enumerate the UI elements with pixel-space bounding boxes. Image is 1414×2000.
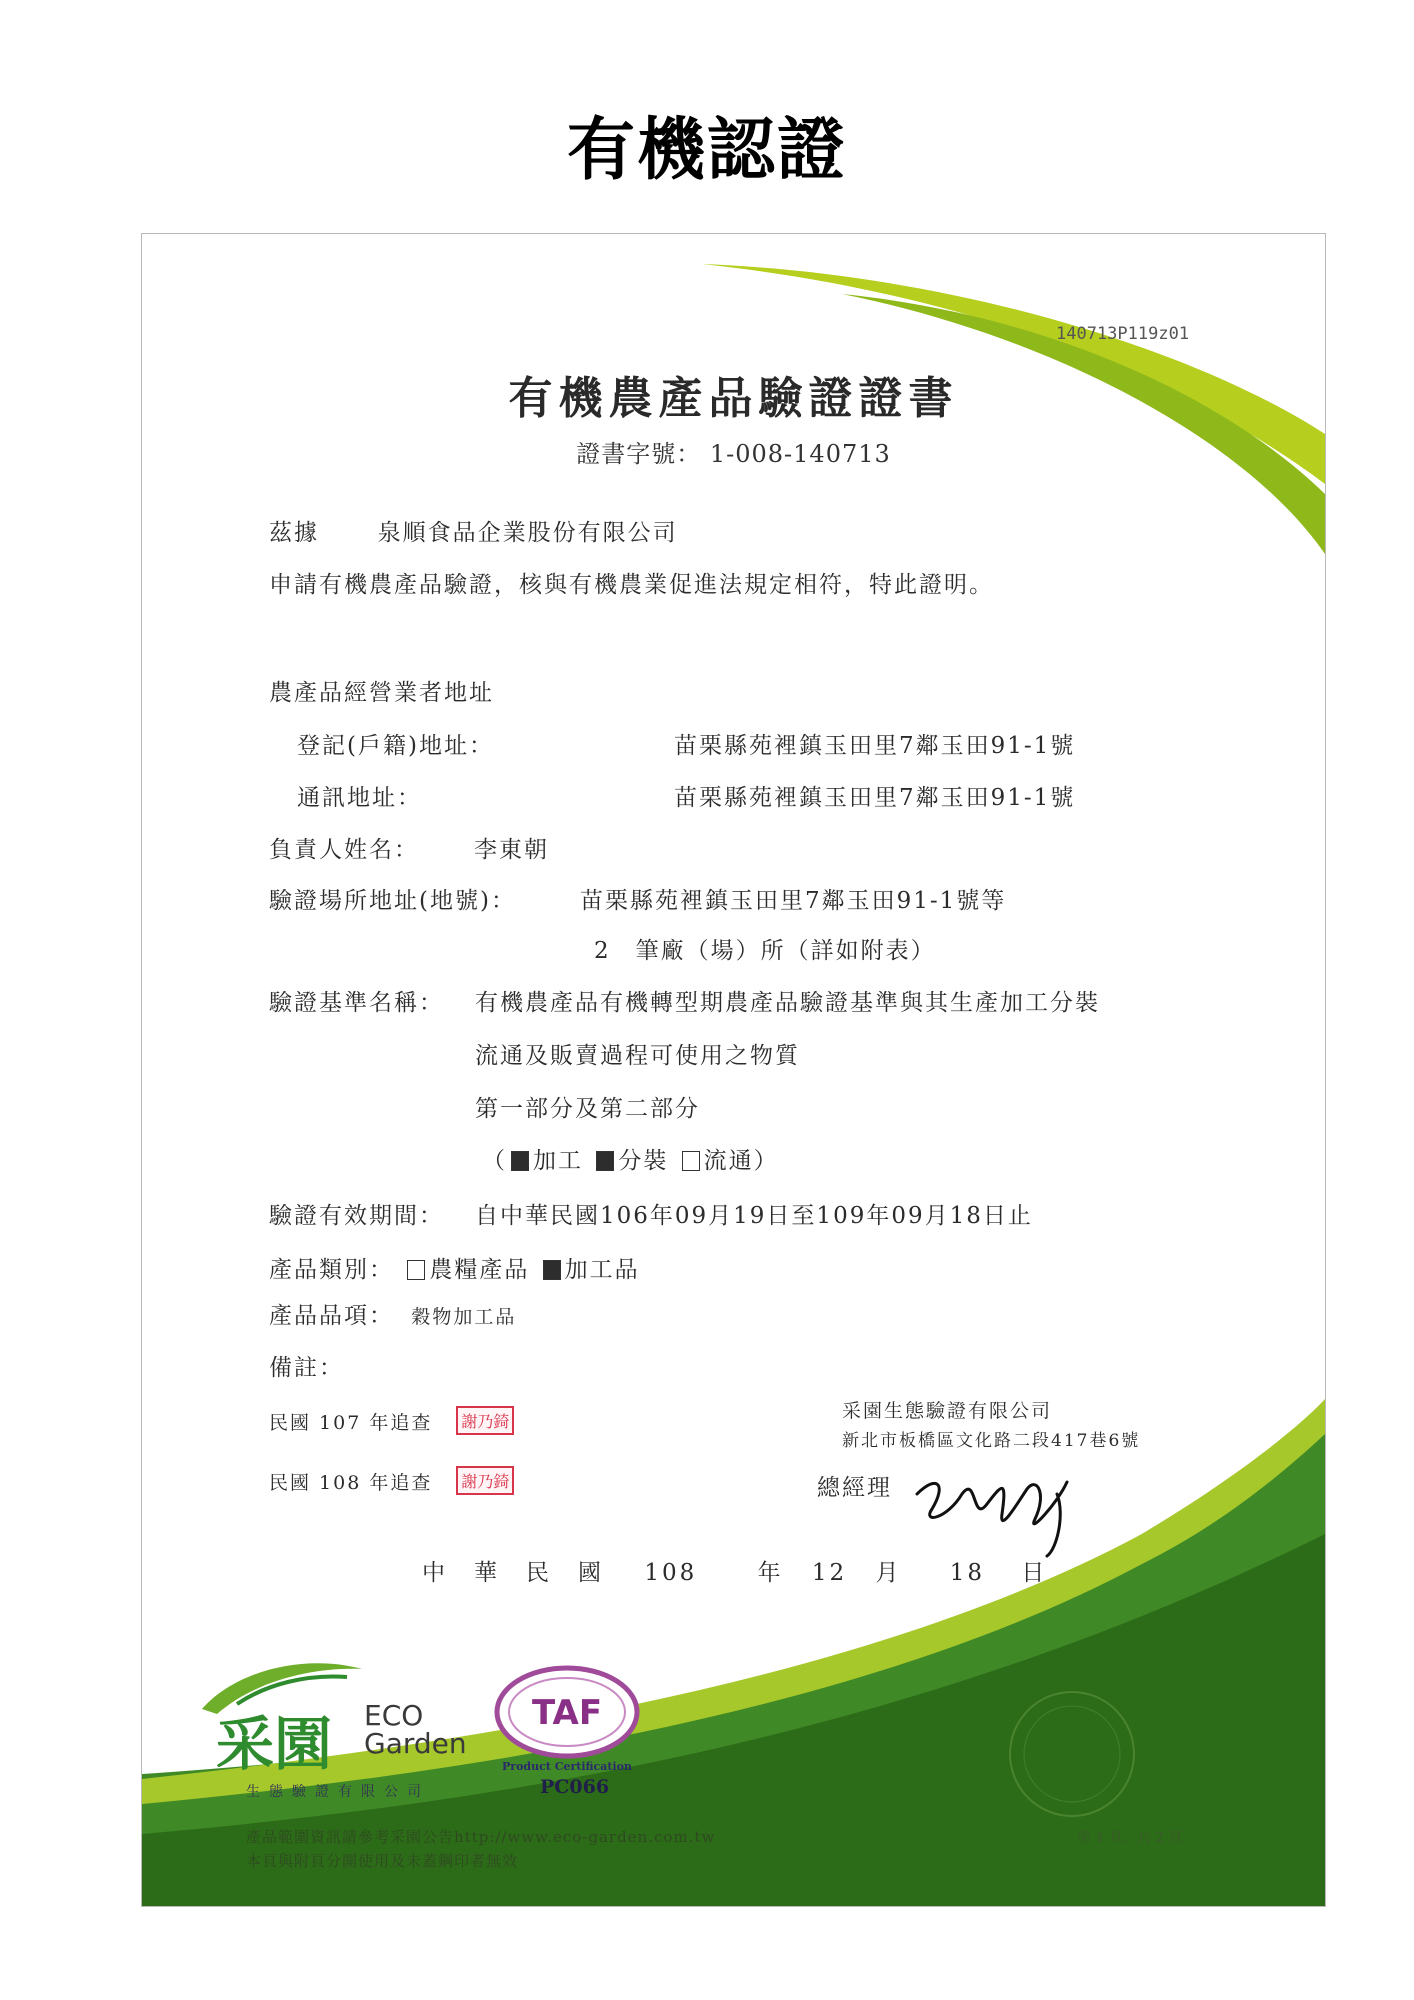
taf-logo-text: TAF <box>531 1693 603 1733</box>
validity-label: 驗證有效期間： <box>269 1203 444 1229</box>
date-year-unit: 年 <box>757 1560 784 1586</box>
item-label: 產品品項： <box>269 1303 394 1329</box>
statement: 申請有機農產品驗證，核與有機農業促進法規定相符，特此證明。 <box>269 572 994 598</box>
date-day: 18 <box>949 1560 986 1586</box>
item-value: 穀物加工品 <box>411 1306 517 1328</box>
category-processed-checkbox <box>543 1260 561 1280</box>
scope-open-paren: （ <box>482 1148 507 1174</box>
gm-label: 總經理 <box>817 1475 892 1501</box>
page-number: 第 1 頁，共 2 頁 <box>1077 1830 1183 1846</box>
category-agri-checkbox <box>407 1260 425 1280</box>
seal-stamp-1: 謝乃錡 <box>456 1406 514 1435</box>
registered-address-value: 苗栗縣苑裡鎮玉田里7鄰玉田91-1號 <box>674 733 1076 759</box>
category-agri-label: 農糧產品 <box>429 1257 530 1283</box>
according-label: 茲據 <box>269 520 319 546</box>
audit-row-2 <box>269 1466 514 1495</box>
issuer-name: 采園生態驗證有限公司 <box>842 1400 1053 1422</box>
issue-date <box>422 1554 1047 1587</box>
taf-subtitle: Product Certification <box>502 1760 632 1773</box>
date-day-unit: 日 <box>1021 1560 1048 1586</box>
eco-word-garden: Garden <box>364 1727 467 1760</box>
validity-value: 自中華民國106年09月19日至109年09月18日止 <box>475 1203 1033 1229</box>
certificate-title: 有機農產品驗證證書 <box>508 373 959 424</box>
site-address-value: 苗栗縣苑裡鎮玉田里7鄰玉田91-1號等 <box>580 888 1007 914</box>
scope-distribution-checkbox <box>682 1151 700 1171</box>
standard-line-1: 有機農產品有機轉型期農產品驗證基準與其生產加工分裝 <box>475 990 1100 1016</box>
site-address-label: 驗證場所地址(地號)： <box>269 888 516 914</box>
according-line <box>269 514 678 547</box>
scope-processing-label: 加工 <box>533 1148 583 1174</box>
scope-options <box>482 1142 779 1175</box>
certificate-number <box>142 434 1325 469</box>
document-code: 140713P119z01 <box>1056 324 1190 344</box>
date-prefix: 中 華 民 國 <box>422 1560 604 1586</box>
scope-distribution-label: 流通 <box>703 1148 754 1174</box>
seal-stamp-2: 謝乃錡 <box>456 1466 514 1495</box>
site-count: 2 筆廠（場）所（詳如附表） <box>594 938 936 964</box>
standard-label: 驗證基準名稱： <box>269 990 444 1016</box>
taf-code: PC066 <box>540 1776 610 1798</box>
audit-2-text: 民國 108 年追查 <box>269 1472 433 1494</box>
footer-note-2: 本頁與附頁分開使用及未蓋鋼印者無效 <box>246 1852 519 1870</box>
mailing-address-label: 通訊地址： <box>297 785 422 811</box>
date-month-unit: 月 <box>875 1560 902 1586</box>
scope-packaging-label: 分裝 <box>618 1148 669 1174</box>
item-line <box>269 1297 516 1330</box>
certificate-number-label: 證書字號： <box>576 440 702 468</box>
category-line <box>269 1251 640 1284</box>
footer-note-1: 產品範圍資訊請參考采園公告http://www.eco-garden.com.tw <box>246 1828 716 1846</box>
standard-line-3: 第一部分及第二部分 <box>475 1096 700 1122</box>
standard-line-2: 流通及販賣過程可使用之物質 <box>475 1043 800 1069</box>
category-processed-label: 加工品 <box>564 1257 640 1283</box>
eco-garden-company: 生態驗證有限公司 <box>246 1784 430 1800</box>
owner-value: 李東朝 <box>474 837 549 863</box>
page-title: 有機認證 <box>566 111 847 190</box>
certificate-number-value: 1-008-140713 <box>709 440 891 468</box>
eco-garden-wordmark <box>364 1699 467 1760</box>
scope-close-paren: ） <box>753 1148 779 1174</box>
certificate-document <box>141 233 1326 1907</box>
signature-graphic <box>907 1464 1087 1564</box>
eco-garden-brand: 采園 <box>216 1710 333 1778</box>
registered-address-label: 登記(戶籍)地址： <box>297 733 494 759</box>
date-month: 12 <box>811 1560 848 1586</box>
eco-word-eco: ECO <box>364 1699 424 1732</box>
scope-packaging-checkbox <box>596 1151 614 1171</box>
audit-row-1 <box>269 1406 514 1435</box>
taf-logo <box>492 1662 642 1762</box>
owner-label: 負責人姓名： <box>269 837 419 863</box>
remarks-label: 備註： <box>269 1355 344 1381</box>
address-heading: 農產品經營業者地址 <box>269 680 494 706</box>
scope-processing-checkbox <box>511 1151 529 1171</box>
date-year: 108 <box>644 1560 698 1586</box>
mailing-address-value: 苗栗縣苑裡鎮玉田里7鄰玉田91-1號 <box>674 785 1076 811</box>
issuer-address: 新北市板橋區文化路二段417巷6號 <box>842 1431 1141 1451</box>
audit-1-text: 民國 107 年追查 <box>269 1412 433 1434</box>
category-label: 產品類別： <box>269 1257 394 1283</box>
company-name: 泉順食品企業股份有限公司 <box>377 520 678 546</box>
